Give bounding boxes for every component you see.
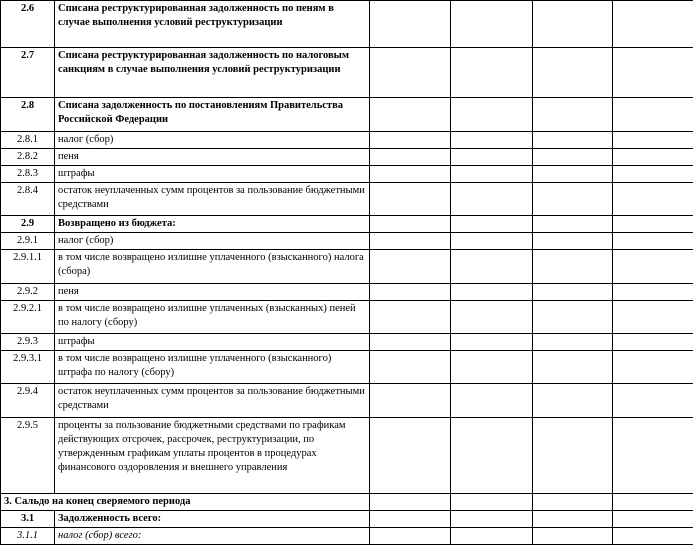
row-number: 2.9.1 bbox=[1, 233, 55, 250]
row-label: Списана задолженность по постановлениям Правительства Российской Федерации bbox=[55, 98, 370, 132]
table-row bbox=[1, 233, 693, 250]
value-cell bbox=[370, 284, 451, 301]
row-label: в том числе возвращено излишне уплаченного (взысканного) налога (сбора) bbox=[55, 250, 370, 284]
value-cell bbox=[451, 183, 533, 216]
table-row bbox=[1, 183, 693, 216]
value-cell bbox=[370, 48, 451, 98]
table-row bbox=[1, 301, 693, 334]
value-cell bbox=[613, 216, 693, 233]
value-cell bbox=[370, 233, 451, 250]
row-number: 3.1 bbox=[1, 511, 55, 528]
value-cell bbox=[370, 149, 451, 166]
value-cell bbox=[613, 284, 693, 301]
row-number: 2.9.5 bbox=[1, 418, 55, 494]
row-number: 2.9.3 bbox=[1, 334, 55, 351]
value-cell bbox=[613, 418, 693, 494]
row-label: остаток неуплаченных сумм процентов за пользование бюджетными средствами bbox=[55, 183, 370, 216]
row-label: налог (сбор) bbox=[55, 132, 370, 149]
value-cell bbox=[613, 494, 693, 511]
row-number: 2.8.4 bbox=[1, 183, 55, 216]
table-row bbox=[1, 334, 693, 351]
row-number: 2.9.1.1 bbox=[1, 250, 55, 284]
value-cell bbox=[533, 183, 613, 216]
row-label: проценты за пользование бюджетными средствами по графикам действующих отсрочек, рассрочек, реструктуризации, по утвержденным графикам уплаты процентов в процедурах финансового оздоровления и внешнего управления bbox=[55, 418, 370, 494]
row-number: 2.8.3 bbox=[1, 166, 55, 183]
value-cell bbox=[533, 48, 613, 98]
value-cell bbox=[370, 384, 451, 418]
row-number: 2.9.2 bbox=[1, 284, 55, 301]
value-cell bbox=[451, 233, 533, 250]
row-label: Списана реструктурированная задолженность по налоговым санкциям в случае выполнения условий реструктуризации bbox=[55, 48, 370, 98]
row-label: штрафы bbox=[55, 334, 370, 351]
value-cell bbox=[370, 351, 451, 384]
row-number: 2.8.2 bbox=[1, 149, 55, 166]
value-cell bbox=[533, 216, 613, 233]
value-cell bbox=[533, 98, 613, 132]
value-cell bbox=[451, 511, 533, 528]
value-cell bbox=[533, 334, 613, 351]
value-cell bbox=[370, 301, 451, 334]
value-cell bbox=[370, 494, 451, 511]
value-cell bbox=[613, 334, 693, 351]
value-cell bbox=[451, 334, 533, 351]
value-cell bbox=[533, 132, 613, 149]
row-number: 2.7 bbox=[1, 48, 55, 98]
section-row bbox=[1, 494, 693, 511]
value-cell bbox=[451, 284, 533, 301]
table-row bbox=[1, 418, 693, 494]
value-cell bbox=[533, 528, 613, 545]
table-row bbox=[1, 98, 693, 132]
value-cell bbox=[370, 250, 451, 284]
value-cell bbox=[613, 132, 693, 149]
value-cell bbox=[613, 166, 693, 183]
value-cell bbox=[533, 384, 613, 418]
value-cell bbox=[451, 494, 533, 511]
value-cell bbox=[613, 149, 693, 166]
value-cell bbox=[613, 351, 693, 384]
value-cell bbox=[533, 301, 613, 334]
value-cell bbox=[370, 511, 451, 528]
value-cell bbox=[533, 1, 613, 48]
row-number: 2.9.2.1 bbox=[1, 301, 55, 334]
row-label: пеня bbox=[55, 149, 370, 166]
row-number: 2.6 bbox=[1, 1, 55, 48]
table-row bbox=[1, 149, 693, 166]
row-label: Возвращено из бюджета: bbox=[55, 216, 370, 233]
value-cell bbox=[370, 418, 451, 494]
value-cell bbox=[613, 250, 693, 284]
value-cell bbox=[613, 98, 693, 132]
table-row bbox=[1, 351, 693, 384]
table-row bbox=[1, 284, 693, 301]
row-label: налог (сбор) всего: bbox=[55, 528, 370, 545]
value-cell bbox=[533, 494, 613, 511]
row-number: 2.8 bbox=[1, 98, 55, 132]
value-cell bbox=[451, 250, 533, 284]
table-row bbox=[1, 216, 693, 233]
table-row bbox=[1, 48, 693, 98]
value-cell bbox=[613, 48, 693, 98]
value-cell bbox=[451, 48, 533, 98]
value-cell bbox=[451, 98, 533, 132]
value-cell bbox=[370, 1, 451, 48]
row-label: пеня bbox=[55, 284, 370, 301]
value-cell bbox=[613, 528, 693, 545]
row-label: в том числе возвращено излишне уплаченного (взысканного) штрафа по налогу (сбору) bbox=[55, 351, 370, 384]
value-cell bbox=[533, 233, 613, 250]
section-title: 3. Сальдо на конец сверяемого периода bbox=[1, 494, 370, 511]
row-number: 3.1.1 bbox=[1, 528, 55, 545]
value-cell bbox=[613, 511, 693, 528]
value-cell bbox=[613, 183, 693, 216]
row-label: остаток неуплаченных сумм процентов за пользование бюджетными средствами bbox=[55, 384, 370, 418]
value-cell bbox=[370, 528, 451, 545]
row-number: 2.8.1 bbox=[1, 132, 55, 149]
row-label: Задолженность всего: bbox=[55, 511, 370, 528]
value-cell bbox=[533, 250, 613, 284]
value-cell bbox=[370, 98, 451, 132]
value-cell bbox=[451, 149, 533, 166]
value-cell bbox=[613, 233, 693, 250]
value-cell bbox=[451, 301, 533, 334]
table-row bbox=[1, 384, 693, 418]
value-cell bbox=[533, 284, 613, 301]
value-cell bbox=[533, 351, 613, 384]
value-cell bbox=[451, 351, 533, 384]
row-number: 2.9.4 bbox=[1, 384, 55, 418]
value-cell bbox=[451, 384, 533, 418]
table-row bbox=[1, 528, 693, 545]
table-row bbox=[1, 511, 693, 528]
value-cell bbox=[451, 216, 533, 233]
row-label: в том числе возвращено излишне уплаченных (взысканных) пеней по налогу (сбору) bbox=[55, 301, 370, 334]
value-cell bbox=[451, 1, 533, 48]
value-cell bbox=[533, 166, 613, 183]
row-label: штрафы bbox=[55, 166, 370, 183]
table-row bbox=[1, 250, 693, 284]
row-label: Списана реструктурированная задолженность по пеням в случае выполнения условий реструктуризации bbox=[55, 1, 370, 48]
value-cell bbox=[451, 418, 533, 494]
row-number: 2.9.3.1 bbox=[1, 351, 55, 384]
table-body bbox=[1, 1, 693, 545]
value-cell bbox=[613, 384, 693, 418]
value-cell bbox=[533, 149, 613, 166]
value-cell bbox=[533, 418, 613, 494]
value-cell bbox=[451, 528, 533, 545]
value-cell bbox=[613, 301, 693, 334]
row-label: налог (сбор) bbox=[55, 233, 370, 250]
table-row bbox=[1, 132, 693, 149]
table-row bbox=[1, 166, 693, 183]
value-cell bbox=[613, 1, 693, 48]
value-cell bbox=[370, 334, 451, 351]
value-cell bbox=[370, 183, 451, 216]
row-number: 2.9 bbox=[1, 216, 55, 233]
value-cell bbox=[451, 166, 533, 183]
value-cell bbox=[370, 216, 451, 233]
value-cell bbox=[533, 511, 613, 528]
value-cell bbox=[370, 166, 451, 183]
value-cell bbox=[451, 132, 533, 149]
table-row bbox=[1, 1, 693, 48]
value-cell bbox=[370, 132, 451, 149]
